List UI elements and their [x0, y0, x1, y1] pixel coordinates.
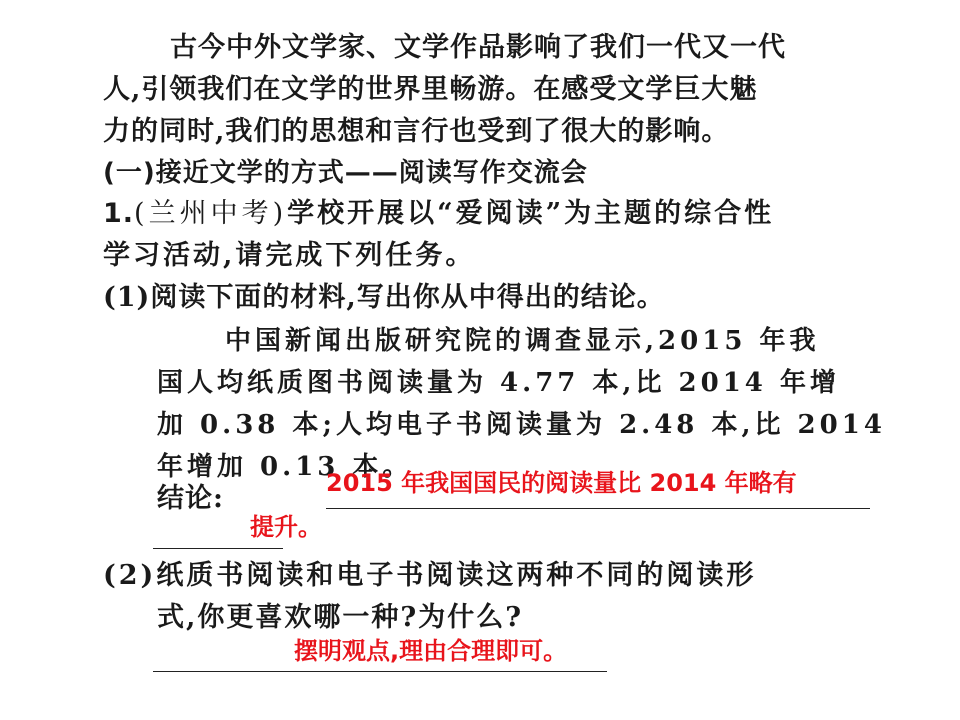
question-1-line-1	[103, 194, 774, 234]
answer-2: 摆明观点,理由合理即可。	[294, 637, 568, 665]
answer-line-rule-3	[153, 671, 607, 672]
question-text-1: 学校开展以“爱阅读”为主题的综合性	[287, 198, 775, 229]
sub-question-1-prompt: (1)阅读下面的材料,写出你从中得出的结论。	[103, 282, 665, 313]
sub-question-2-prompt-1: (2)纸质书阅读和电子书阅读这两种不同的阅读形	[103, 560, 757, 591]
material-line-2: 国人均纸质图书阅读量为 4.77 本,比 2014 年增	[157, 368, 840, 398]
answer-1-line-2: 提升。	[250, 513, 322, 541]
material-line-4: 年增加 0.13 本。	[157, 452, 413, 482]
question-source: (兰州中考)	[134, 198, 288, 229]
intro-line-1: 古今中外文学家、文学作品影响了我们一代又一代	[170, 32, 786, 63]
section-heading: (一)接近文学的方式——阅读写作交流会	[103, 158, 588, 188]
question-1-line-2: 学习活动,请完成下列任务。	[103, 240, 476, 271]
intro-line-2: 人,引领我们在文学的世界里畅游。在感受文学巨大魅	[103, 74, 758, 105]
question-number: 1.	[103, 198, 135, 229]
answer-line-rule-2	[153, 548, 283, 549]
material-line-1: 中国新闻出版研究院的调查显示,2015 年我	[225, 326, 820, 356]
answer-1-line-1: 2015 年我国国民的阅读量比 2014 年略有	[326, 469, 797, 497]
conclusion-label: 结论:	[157, 483, 224, 514]
sub-question-2-prompt-2: 式,你更喜欢哪一种?为什么?	[157, 602, 524, 633]
answer-line-rule-1	[326, 508, 870, 509]
intro-line-3: 力的同时,我们的思想和言行也受到了很大的影响。	[103, 116, 730, 147]
material-line-3: 加 0.38 本;人均电子书阅读量为 2.48 本,比 2014	[157, 410, 886, 440]
